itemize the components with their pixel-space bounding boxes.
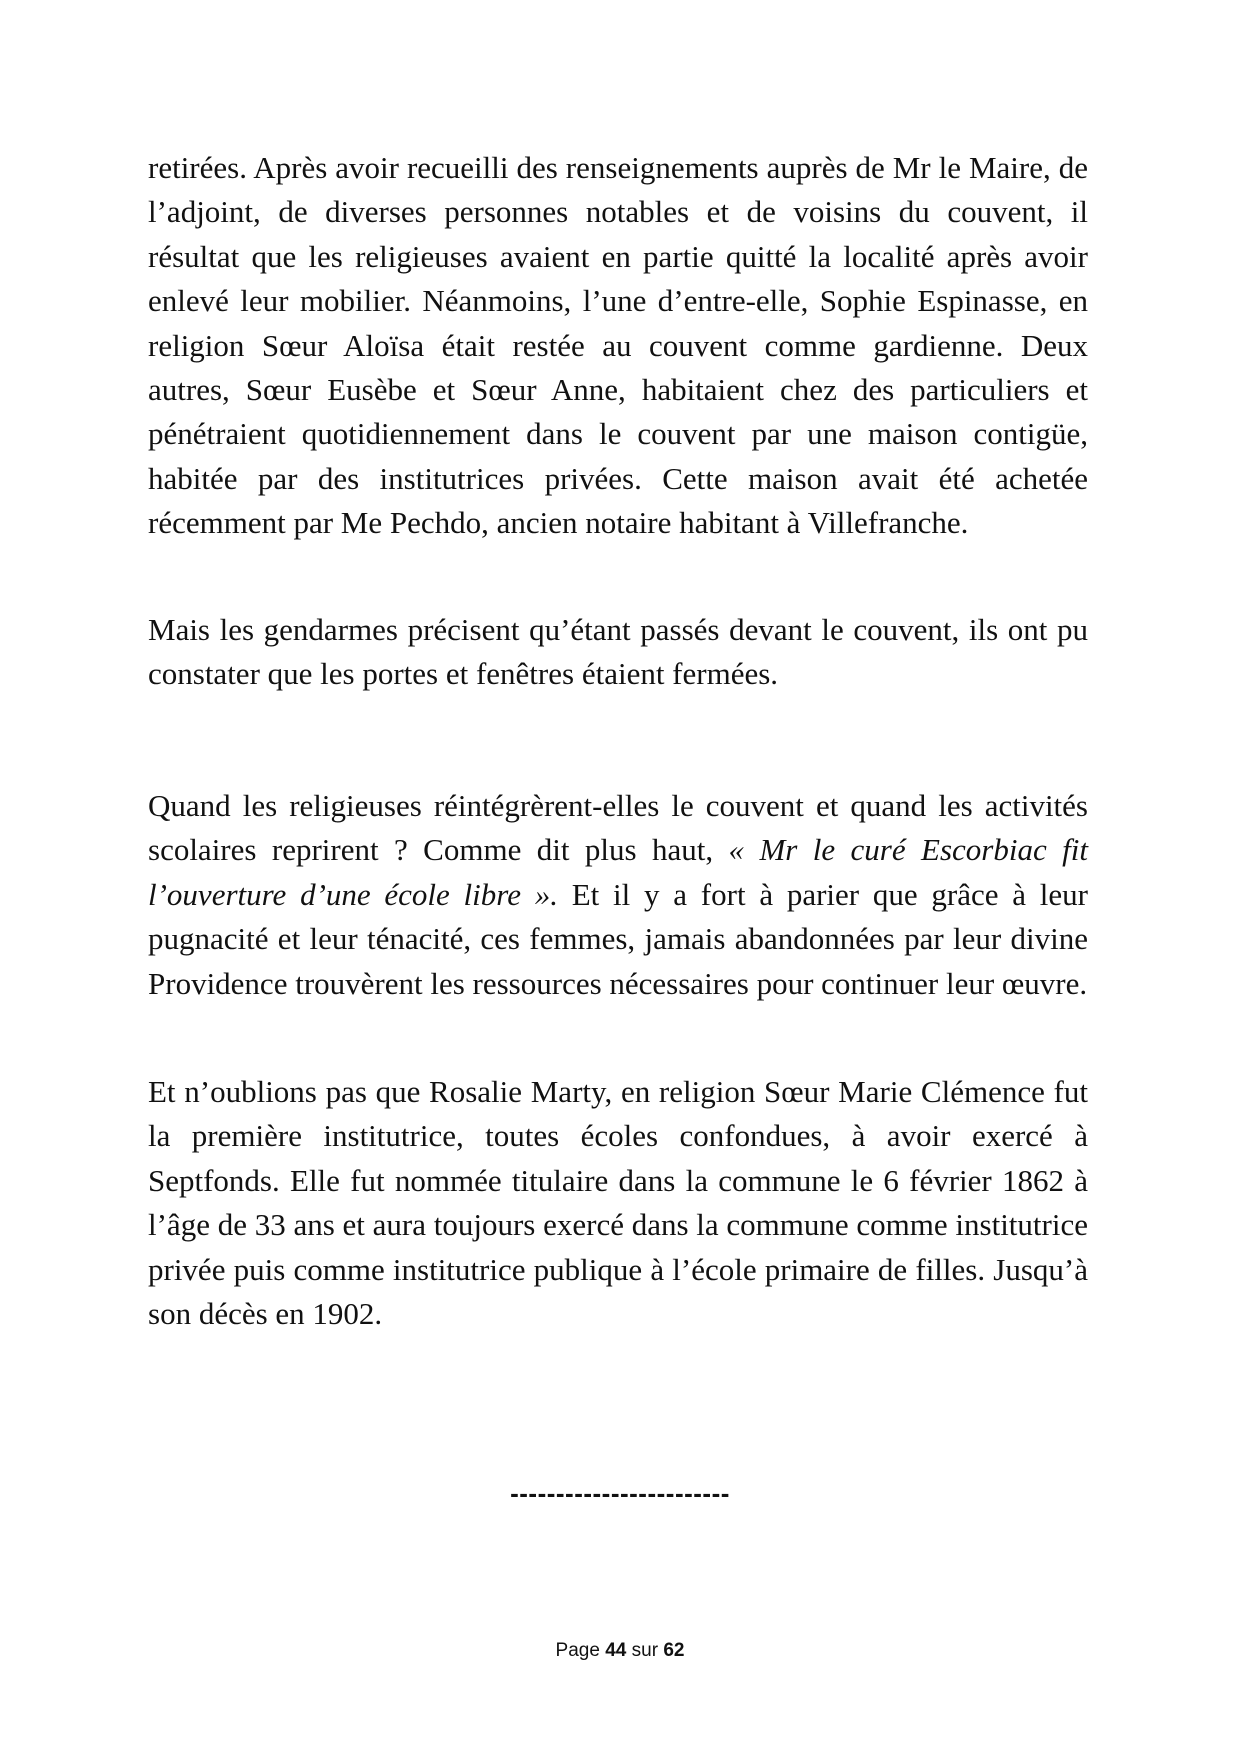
footer-total-pages: 62 (663, 1640, 685, 1661)
paragraph-3-end: Et il y a fort à parier que grâce à leur pugnacité et leur ténacité, ces femmes, jamais abandonnées par leur divine Providence trouvèrent les ressources nécessaires pour continuer leur œuvre. (148, 876, 1088, 1001)
footer-current-page: 44 (605, 1640, 627, 1661)
page-footer (0, 1640, 1240, 1662)
paragraph-4: Et n’oublions pas que Rosalie Marty, en religion Sœur Marie Clémence fut la première institutrice, toutes écoles confondues, à avoir exercé à Septfonds. Elle fut nommée titulaire dans la commune le 6 février 1862 à l’âge de 33 ans et aura toujours exercé dans la commune comme institutrice privée puis comme institutrice publique à l’école primaire de filles. Jusqu’à son décès en 1902. (148, 1074, 1088, 1332)
section-separator: ------------------------ (510, 1478, 730, 1508)
paragraph-3-start: Quand les religieuses réintégrèrent-elles le couvent et quand les activités scolaires reprirent ? Comme dit plus haut, (148, 788, 1088, 868)
paragraph-3 (148, 784, 1088, 1006)
paragraph-1: retirées. Après avoir recueilli des renseignements auprès de Mr le Maire, de l’adjoint, de diverses personnes notables et de voisins du couvent, il résultat que les religieuses avaient en partie quitté la localité après avoir enlevé leur mobilier. Néanmoins, l’une d’entre-elle, Sophie Espinasse, en religion Sœur Aloïsa était restée au couvent comme gardienne. Deux autres, Sœur Eusèbe et Sœur Anne, habitaient chez des particuliers et pénétraient quotidiennement dans le couvent par une maison contigüe, habitée par des institutrices privées. Cette maison avait été achetée récemment par Me Pechdo, ancien notaire habitant à Villefranche. (148, 150, 1088, 541)
footer-of-label: sur (631, 1640, 659, 1661)
paragraph-2: Mais les gendarmes précisent qu’étant passés devant le couvent, ils ont pu constater que les portes et fenêtres étaient fermées. (148, 612, 1088, 692)
paragraph-3-quote: « Mr le curé Escorbiac fit l’ouverture d’une école libre ». (148, 832, 1088, 912)
footer-page-label: Page (555, 1640, 600, 1661)
